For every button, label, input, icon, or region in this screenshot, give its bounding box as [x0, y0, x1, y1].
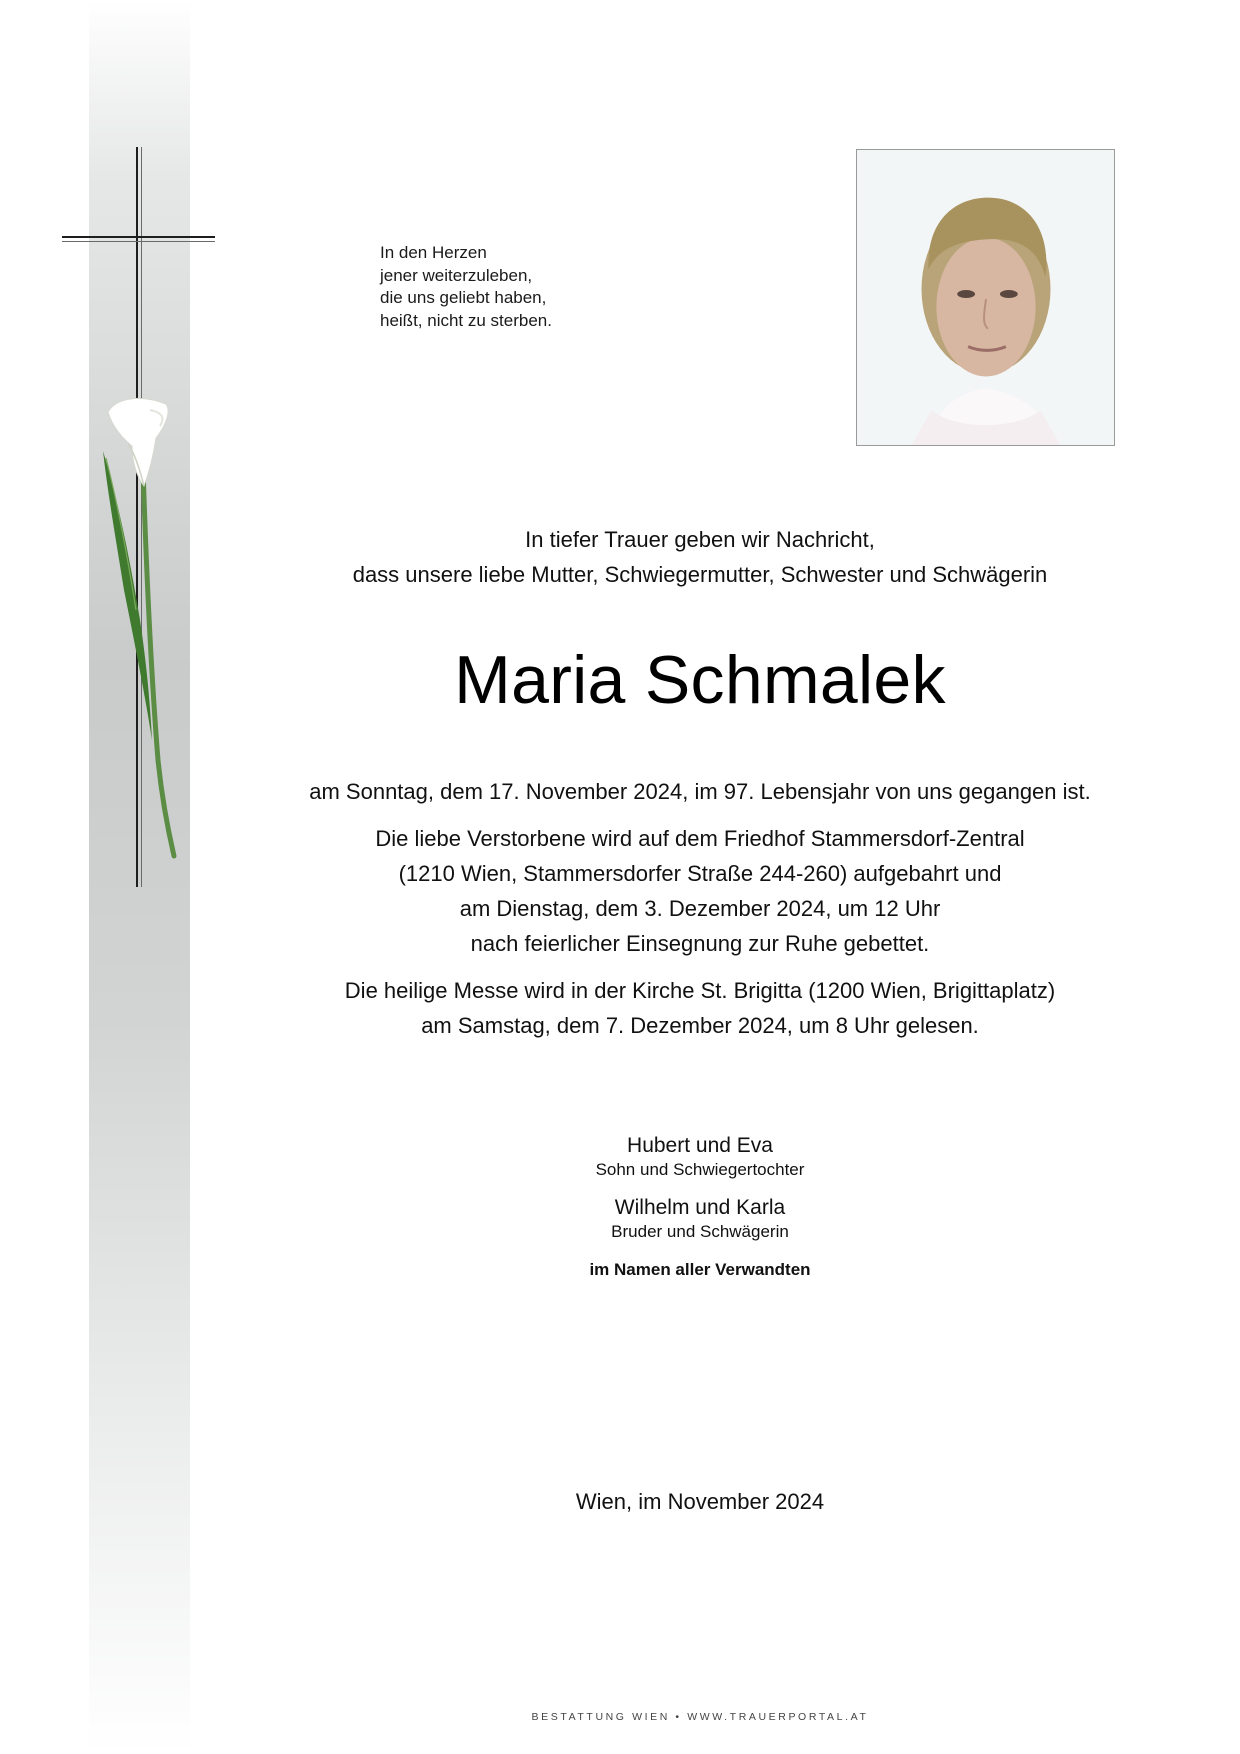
detail-line: nach feierlicher Einsegnung zur Ruhe gebettet. [470, 931, 930, 956]
detail-line: Die heilige Messe wird in der Kirche St. Brigitta (1200 Wien, Brigittaplatz) [344, 978, 1056, 1003]
death-paragraph [260, 774, 1140, 809]
detail-line: am Samstag, dem 7. Dezember 2024, um 8 Uhr gelesen. [421, 1013, 979, 1038]
detail-line: am Sonntag, dem 17. November 2024, im 97. Lebensjahr von uns gegangen ist. [309, 779, 1091, 804]
memorial-poem [380, 242, 700, 332]
poem-line: heißt, nicht zu sterben. [380, 310, 552, 330]
poem-line: In den Herzen [380, 243, 487, 262]
announcement-line: dass unsere liebe Mutter, Schwiegermutter, Schwester und Schwägerin [352, 562, 1048, 587]
mass-paragraph [260, 973, 1140, 1043]
announcement-text [260, 522, 1140, 592]
poem-line: jener weiterzuleben, [380, 265, 533, 285]
mourner-relation: Bruder und Schwägerin [611, 1222, 789, 1241]
place-and-date: Wien, im November 2024 [575, 1489, 825, 1514]
detail-line: am Dienstag, dem 3. Dezember 2024, um 12 Uhr [459, 896, 941, 921]
mourner-names: Hubert und Eva [627, 1134, 773, 1157]
closing-line: im Namen aller Verwandten [589, 1260, 811, 1279]
detail-line: (1210 Wien, Stammersdorfer Straße 244-260) aufgebahrt und [398, 861, 1002, 886]
detail-line: Die liebe Verstorbene wird auf dem Friedhof Stammersdorf-Zentral [375, 826, 1025, 851]
portrait-photo [856, 149, 1115, 446]
announcement-line: In tiefer Trauer geben wir Nachricht, [525, 527, 875, 552]
footer-credit: BESTATTUNG WIEN • WWW.TRAUERPORTAL.AT [531, 1711, 869, 1723]
mourners-list [260, 1133, 1140, 1281]
burial-paragraph [260, 821, 1140, 961]
deceased-name: Maria Schmalek [454, 642, 946, 718]
funeral-details [260, 774, 1140, 1043]
grey-side-band [89, 0, 190, 1754]
mourner-names: Wilhelm und Karla [614, 1196, 786, 1219]
mourner-relation: Sohn und Schwiegertochter [595, 1160, 805, 1179]
poem-line: die uns geliebt haben, [380, 288, 547, 307]
